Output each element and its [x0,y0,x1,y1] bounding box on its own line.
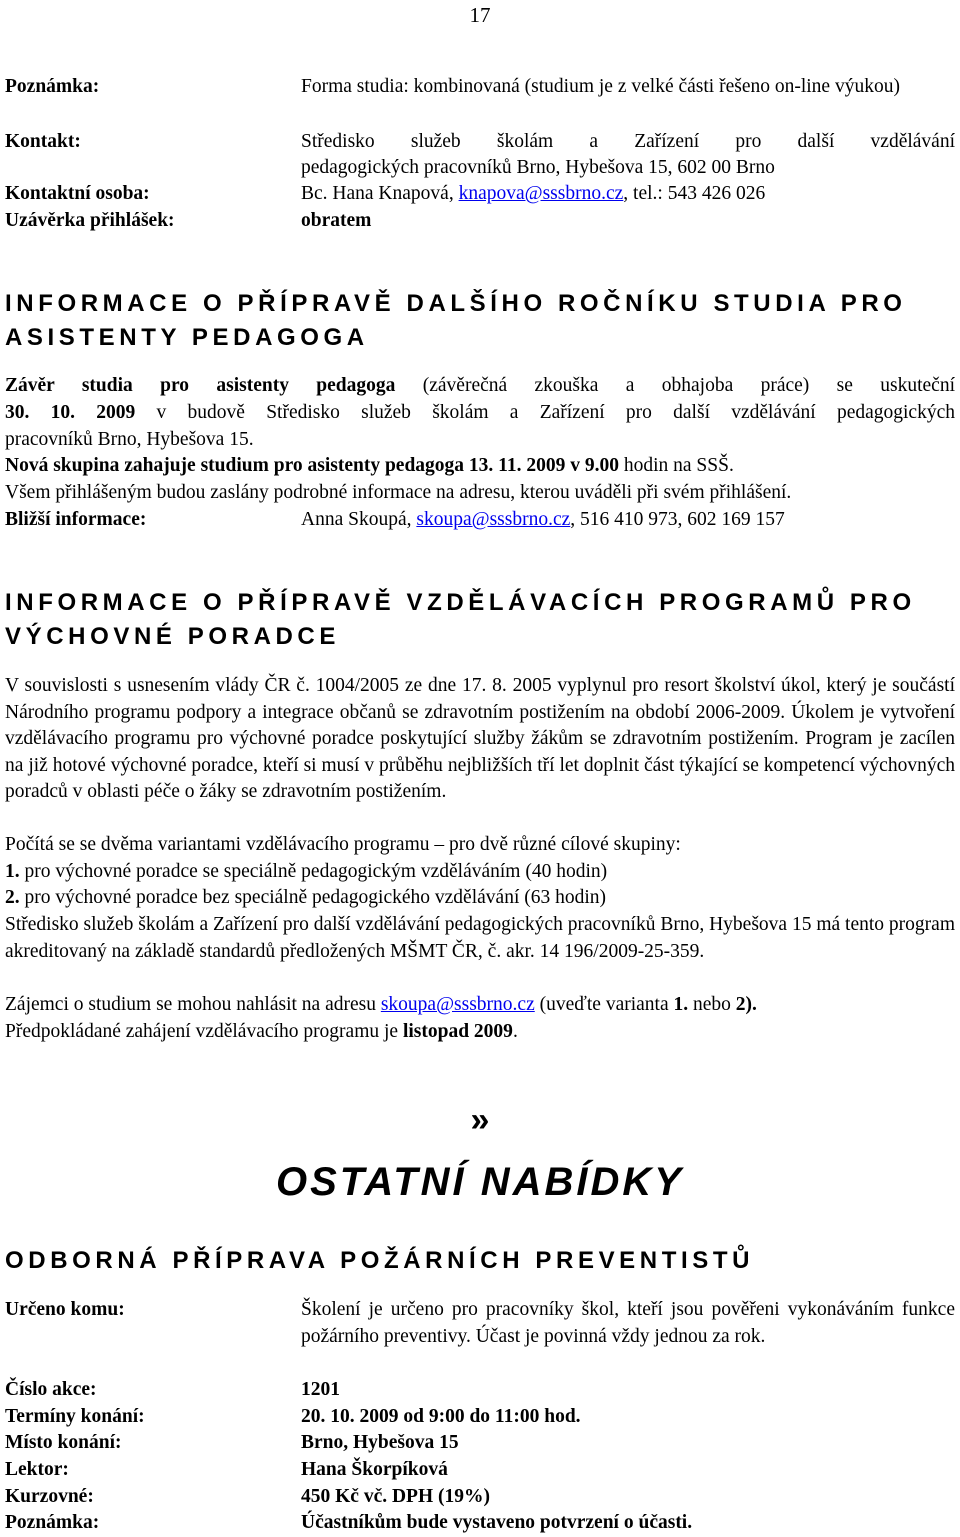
assistants-p5: Všem přihlášeným budou zaslány podrobné informace na adresu, kterou uváděli při svém přihlášení. [5,482,792,503]
apply-variant-2: 2). [735,994,757,1015]
apply-variant-1: 1. [673,994,689,1015]
fire-row-label: Poznámka: [5,1512,100,1533]
contact-person [301,181,955,208]
page-number: 17 [469,3,491,27]
counselors-heading [5,586,955,654]
fire-row-value: 20. 10. 2009 od 9:00 do 11:00 hod. [301,1406,581,1427]
counselors-apply [5,992,955,1019]
fire-row-label: Číslo akce: [5,1379,97,1400]
fire-row-label: Určeno komu: [5,1299,125,1320]
assistants-p2 [5,400,955,427]
assistants-p4-bold: Nová skupina zahajuje studium pro asistenty pedagoga 13. 11. 2009 v 9.00 [5,455,619,476]
contact-person-email-link[interactable]: knapova@sssbrno.cz [458,183,624,204]
fire-row-label: Lektor: [5,1459,69,1480]
counselors-variant-1 [5,859,955,886]
contact-line-1: Středisko služeb školám a Zařízení pro další vzdělávání [301,131,955,152]
more-info-value [301,507,955,534]
contact-label: Kontakt: [5,131,81,152]
variant-2-number: 2. [5,887,20,908]
variant-1-number: 1. [5,861,20,882]
apply-text-1: Zájemci o studium se mohou nahlásit na adresu [5,994,381,1015]
apply-text-3: nebo [688,994,736,1015]
fire-row-label: Místo konání: [5,1432,122,1453]
assistants-p4 [5,453,955,480]
assistants-p1-rest: (závěrečná zkouška a obhajoba práce) se uskuteční [395,375,955,396]
assistants-heading [5,287,955,355]
contact-person-label: Kontaktní osoba: [5,183,150,204]
assistants-p1-bold: Závěr studia pro asistenty pedagoga [5,375,396,396]
start-text: Předpokládané zahájení vzdělávacího programu je [5,1021,403,1042]
assistants-p4-rest: hodin na SSŠ. [618,455,734,476]
counselors-variants-intro: Počítá se se dvěma variantami vzdělávacího programu – pro dvě různé cílové skupiny: [5,834,681,855]
counselors-start [5,1019,955,1046]
other-offers-title: OSTATNÍ NABÍDKY [276,1160,684,1204]
more-info-label: Bližší informace: [5,509,147,530]
assistants-p1 [5,373,955,400]
more-info-email-link[interactable]: skoupa@sssbrno.cz [416,509,571,530]
counselors-paragraph: V souvislosti s usnesením vlády ČR č. 1004/2005 ze dne 17. 8. 2005 vyplynul pro resort školství úkol, který je součástí Národního programu podpory a integrace občanů se zdravotním postižením na období 2006-2009. Úkolem je vytvoření vzdělávacího programu pro výchovné poradce poskytující služby žákům se zdravotním postižením. Program je zacílen na již hotové výchovné poradce, kteří si musí v průběhu nejbližších tří let doplnit část týkající se kompetencí výchovných poradců v oblasti péče o žáky se zdravotním postižením. [5,675,955,803]
fire-row-value: Brno, Hybešova 15 [301,1432,459,1453]
note-label: Poznámka: [5,76,100,97]
variant-2-text: pro výchovné poradce bez speciálně pedagogického vzdělávání (63 hodin) [19,887,607,908]
fire-prevention-heading: ODBORNÁ PŘÍPRAVA POŽÁRNÍCH PREVENTISTŮ [5,1247,755,1274]
contact-person-name: Bc. Hana Knapová, [301,183,459,204]
contact-line-2: pedagogických pracovníků Brno, Hybešova 15, 602 00 Brno [301,157,775,178]
counselors-variant-2 [5,885,955,912]
fire-row-value: Účastníkům bude vystaveno potvrzení o účasti. [301,1512,693,1533]
fire-row-value: 1201 [301,1379,340,1400]
deadline-value: obratem [301,210,372,231]
contact-person-phone: , tel.: 543 426 026 [623,183,766,204]
fire-row-label: Kurzovné: [5,1486,94,1507]
start-end: . [512,1021,518,1042]
apply-email-link[interactable]: skoupa@sssbrno.cz [380,994,535,1015]
counselors-heading-line-1: INFORMACE O PŘÍPRAVĚ VZDĚLÁVACÍCH PROGRAMŮ PRO [5,589,916,616]
fire-row-value: 450 Kč vč. DPH (19%) [301,1486,491,1507]
assistants-p2-rest: v budově Středisko služeb školám a Zařízení pro další vzdělávání pedagogických [135,402,955,423]
assistants-heading-line-2: ASISTENTY PEDAGOGA [5,324,369,351]
counselors-accreditation: Středisko služeb školám a Zařízení pro další vzdělávání pedagogických pracovníků Brno, Hybešova 15 má tento program akreditovaný na základě standardů předložených MŠMT ČR, č. akr. 14 196/2009-25-359. [5,914,955,962]
assistants-p2-bold: 30. 10. 2009 [5,402,136,423]
variant-1-text: pro výchovné poradce se speciálně pedagogickým vzděláváním (40 hodin) [19,861,608,882]
start-date: listopad 2009 [402,1021,513,1042]
chevron-icon: » [470,1101,490,1139]
deadline-label: Uzávěrka přihlášek: [5,210,175,231]
assistants-heading-line-1: INFORMACE O PŘÍPRAVĚ DALŠÍHO ROČNÍKU STUDIA PRO [5,290,907,317]
assistants-p3: pracovníků Brno, Hybešova 15. [5,429,254,450]
fire-row-value: Hana Škorpíková [301,1459,448,1480]
note-value: Forma studia: kombinovaná (studium je z velké části řešeno on-line výukou) [301,76,900,97]
more-info-name: Anna Skoupá, [301,509,417,530]
more-info-phones: , 516 410 973, 602 169 157 [570,509,785,530]
apply-text-2: (uveďte varianta [534,994,674,1015]
fire-row-value: Školení je určeno pro pracovníky škol, kteří jsou pověřeni vykonáváním funkce požárního preventivy. Účast je povinná vždy jednou za rok. [301,1299,955,1347]
counselors-heading-line-2: VÝCHOVNÉ PORADCE [5,623,340,650]
fire-row-label: Termíny konání: [5,1406,145,1427]
